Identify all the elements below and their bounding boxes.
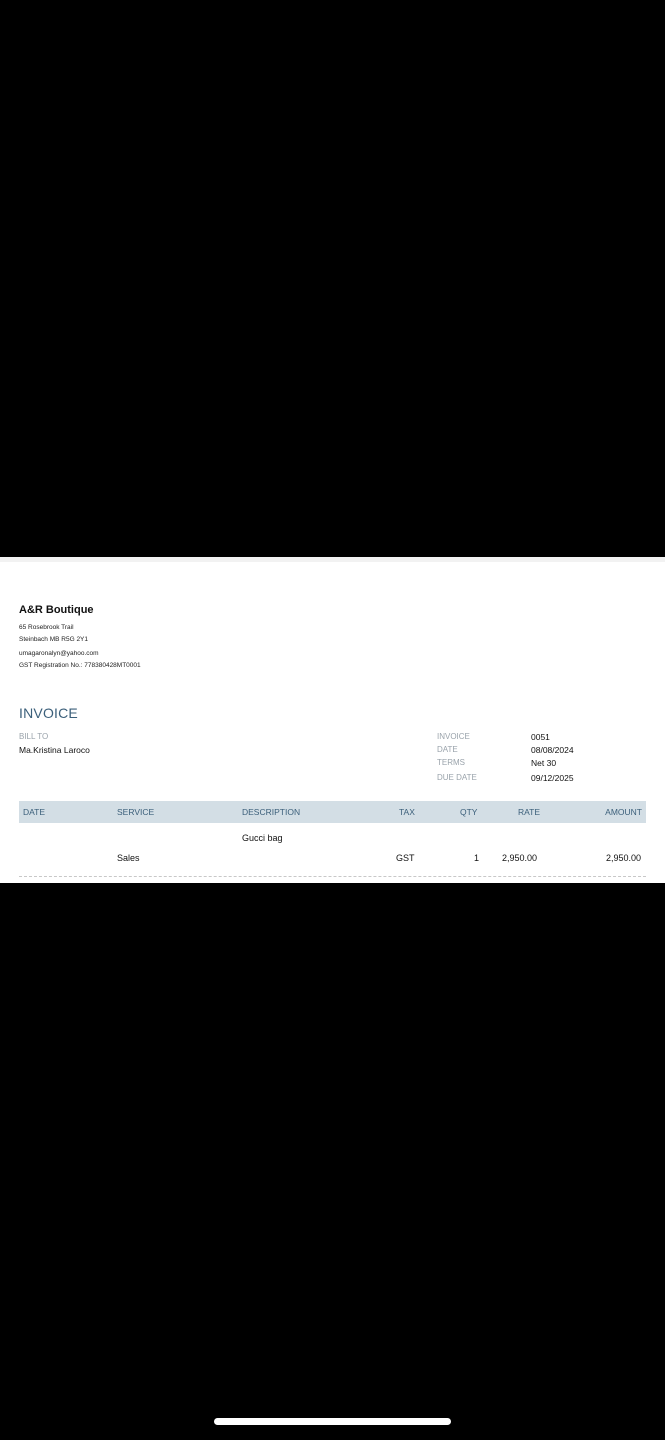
- terms-value: Net 30: [531, 758, 557, 768]
- bill-to-name: Ma.Kristina Laroco: [19, 745, 90, 755]
- line-item-qty: 1: [474, 853, 480, 863]
- line-items-table-header: [19, 801, 646, 823]
- due-date-label: DUE DATE: [437, 773, 477, 782]
- invoice-document: [0, 557, 665, 883]
- company-email: umagaronalyn@yahoo.com: [19, 650, 99, 657]
- line-item-tax: GST: [396, 853, 415, 863]
- column-header-amount: AMOUNT: [605, 807, 642, 817]
- line-item-amount: 2,950.00: [605, 853, 641, 863]
- company-address-line1: 65 Rosebrook Trail: [19, 624, 74, 631]
- column-header-tax: TAX: [399, 807, 415, 817]
- bill-to-label: BILL TO: [19, 732, 49, 741]
- column-header-qty: QTY: [460, 807, 478, 817]
- line-item-description: Gucci bag: [242, 833, 283, 843]
- line-item-rate: 2,950.00: [502, 853, 538, 863]
- invoice-date-value: 08/08/2024: [531, 745, 574, 755]
- company-name: A&R Boutique: [19, 604, 94, 616]
- column-header-rate: RATE: [518, 807, 541, 817]
- terms-label: TERMS: [437, 758, 465, 767]
- line-item-service: Sales: [117, 853, 140, 863]
- due-date-value: 09/12/2025: [531, 773, 574, 783]
- home-indicator[interactable]: [214, 1418, 451, 1425]
- invoice-number-value: 0051: [531, 732, 550, 742]
- gst-registration: GST Registration No.: 778380428MT0001: [19, 662, 141, 669]
- row-divider: [19, 876, 646, 877]
- column-header-description: DESCRIPTION: [242, 807, 301, 817]
- invoice-title: INVOICE: [19, 705, 78, 721]
- company-address-line2: Steinbach MB R5G 2Y1: [19, 636, 89, 643]
- invoice-date-label: DATE: [437, 745, 458, 754]
- invoice-number-label: INVOICE: [437, 732, 470, 741]
- column-header-service: SERVICE: [117, 807, 155, 817]
- column-header-date: DATE: [23, 807, 46, 817]
